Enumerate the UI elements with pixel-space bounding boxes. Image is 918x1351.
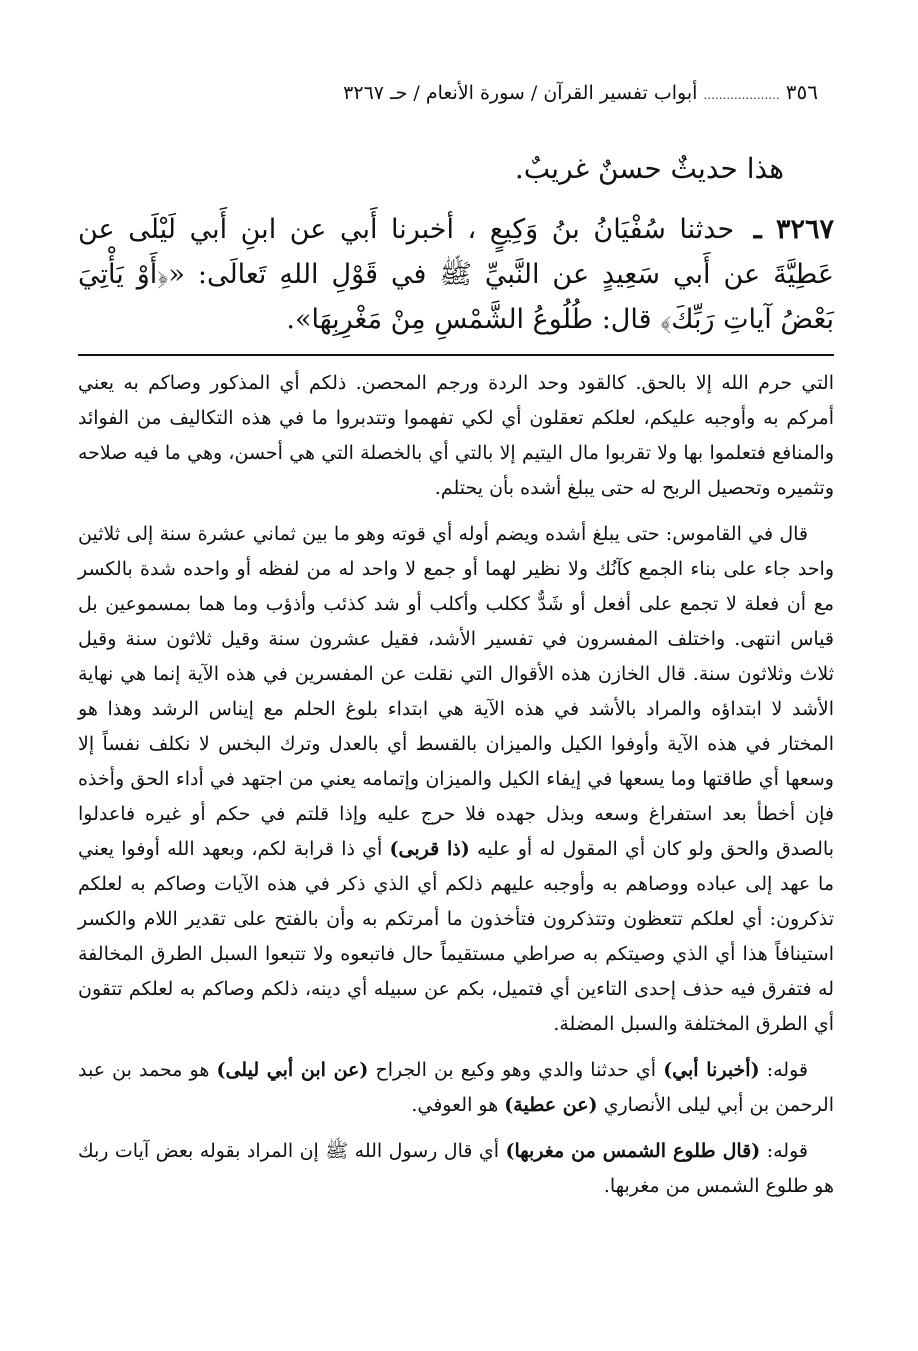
commentary-p3-mid-2: هو محمد بن عبد الرحمن بن أبي ليلى الأنصاري — [78, 1059, 834, 1116]
commentary-paragraph-1: التي حرم الله إلا بالحق. كالقود وحد الردة ورجم المحصن. ذلكم أي المذكور وصاكم به يعني أمركم به وأوجبه عليكم، لعلكم تعقلون أي لكي تفهموا وتتدبروا ما في هذه التكاليف من الفوائد والمنافع فتعلموا بها ولا تقربوا مال اليتيم إلا بالتي أي بالخصلة التي هي أحسن، وهي ما فيه صلاحه وتثميره وتحصيل الربح له حتى يبلغ أشده بأن يحتلم. — [78, 372, 834, 499]
running-title — [78, 79, 786, 109]
running-title-text: أبواب تفسير القرآن / سورة الأنعام / حـ ٣٢٦٧ — [343, 82, 698, 104]
commentary-p2-bold: (ذا قربى) — [389, 838, 470, 860]
commentary-p2-text: قال في القاموس: حتى يبلغ أشده ويضم أوله أي قوته وهو ما بين ثماني عشرة سنة إلى ثلاثين واحد جاء على بناء الجمع كآنُك ولا نظير لهما أو جمع لا واحد له من لفظه أو واحده شدة بالكسر مع أن فعلة لا تجمع على أفعل أو شَدٌّ ككلب وأكلب أو شد كذئب وأذؤب وما هما بمسموعين بل قياس انتهى. واختلف المفسرون في تفسير الأشد، فقيل عشرون سنة وقيل ثلاثون سنة وقيل ثلاث وثلاثون سنة. قال الخازن هذه الأقوال التي نقلت عن المفسرين في هذه الآية إنما هي نهاية الأشد لا ابتداؤه والمراد بالأشد في هذه الآية هي ابتداء بلوغ الحلم مع إيناس الرشد وهذا هو المختار في هذه الآية وأوفوا الكيل والميزان بالقسط أي بالعدل وترك البخس لا نكلف نفساً إلا وسعها أي طاقتها وما يسعها في إيفاء الكيل والميزان وإتمامه يعني من اجتهد في أداء الحق وأخذه فإن أخطأ بعد استفراغ وسعه وبذل جهده فلا حرج عليه وإذا قلتم في حكم أو غيره فاعدلوا بالصدق والحق ولو كان أي المقول له أو عليه — [78, 523, 834, 860]
commentary-p4-rest: أي قال رسول الله ﷺ إن المراد بقوله بعض آيات ربك هو طلوع الشمس من مغربها. — [78, 1140, 834, 1197]
commentary-p4-bold: (قال طلوع الشمس من مغربها) — [505, 1140, 761, 1162]
hadith-text: حدثنا سُفْيَانُ بنُ وَكِيعٍ ، أخبرنا أَبي عن ابنِ أَبي لَيْلَى عن عَطِيَّةَ عن أَبي سَعِيدٍ عن النَّبيِّ ﷺ في قَوْلِ اللهِ تَعالَى: «﴿أَوْ يَأْتِيَ بَعْضُ آياتِ رَبِّكَ﴾ قال: طُلُوعُ الشَّمْسِ مِنْ مَغْرِبِهَا». — [78, 214, 834, 335]
leader-dots: .................... — [703, 88, 780, 102]
page-header — [78, 78, 834, 109]
commentary-p4-lead: قوله: — [766, 1140, 808, 1162]
commentary-p3-bold-3: (عن عطية) — [504, 1094, 598, 1116]
commentary-p3-bold-2: (عن ابن أبي ليلى) — [216, 1059, 369, 1081]
commentary — [78, 366, 834, 1204]
commentary-p3-mid-1: أي حدثنا والدي وهو وكيع بن الجراح — [375, 1059, 657, 1081]
page-number: ٣٥٦ — [785, 80, 818, 104]
commentary-p3-end: هو العوفي. — [411, 1094, 499, 1116]
hadith-block — [78, 207, 834, 342]
commentary-p2-rest: أي ذا قرابة لكم، وبعهد الله أوفوا يعني ما عهد إلى عباده ووصاهم به وأوجبه عليهم ذلكم أي الذي ذكر في هذه الآيات وصاكم به لعلكم تذكرون: أي لعلكم تتعظون وتتذكرون فتأخذون ما أمرتكم به وأن بالفتح على تقدير اللام والكسر استينافاً هذا أي الذي وصيتكم به صراطي مستقيماً حال فاتبعوه ولا تتبعوا السبل الطرق المخالفة له فتفرق فيه حذف إحدى التاءين أي فتميل، بكم عن سبيله أي دينه، ذلكم وصاكم به لعلكم تتقون أي الطرق المختلفة والسبل المضلة. — [78, 838, 834, 1035]
hadith-number: ٣٢٦٧ ـ — [753, 214, 834, 245]
commentary-paragraph-4 — [78, 1134, 834, 1204]
commentary-paragraph-3 — [78, 1053, 834, 1123]
hadith-verdict: هذا حديثٌ حسنٌ غريبٌ. — [514, 152, 784, 185]
separator-rule — [78, 354, 834, 356]
commentary-p3-bold-1: (أخبرنا أبي) — [663, 1059, 760, 1081]
book-page — [78, 78, 834, 1215]
commentary-p3-lead: قوله: — [766, 1059, 808, 1081]
commentary-paragraph-2 — [78, 517, 834, 1042]
